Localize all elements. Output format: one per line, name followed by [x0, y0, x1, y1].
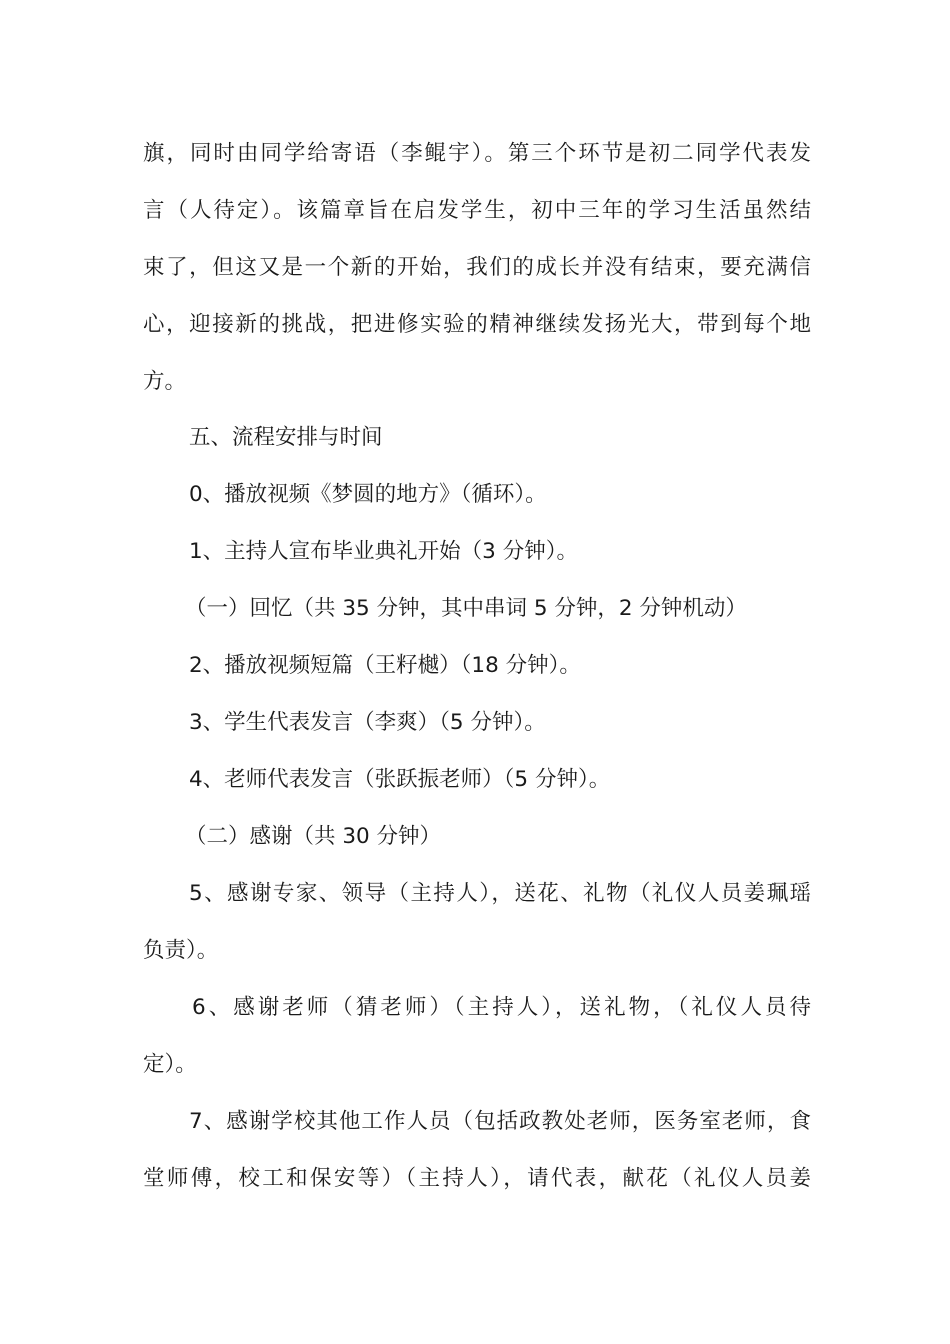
- body-line: 心，迎接新的挑战，把进修实验的精神继续发扬光大，带到每个地: [143, 312, 811, 337]
- list-item: 2、播放视频短篇（王籽樾）（18 分钟）。: [189, 653, 581, 678]
- subsection-heading: （二）感谢（共 30 分钟）: [185, 824, 442, 849]
- list-item: 0、播放视频《梦圆的地方》（循环）。: [189, 482, 547, 507]
- list-item-continuation: 堂师傅，校工和保安等）（主持人），请代表，献花（礼仪人员姜: [143, 1166, 811, 1191]
- list-item: 7、感谢学校其他工作人员（包括政教处老师，医务室老师，食: [189, 1109, 811, 1134]
- body-line: 方。: [143, 369, 187, 394]
- list-item-continuation: 定）。: [143, 1052, 197, 1077]
- list-item: 5、感谢专家、领导（主持人），送花、礼物（礼仪人员姜珮瑶: [189, 881, 811, 906]
- list-item-continuation: 负责）。: [143, 938, 219, 963]
- section-heading: 五、流程安排与时间: [189, 425, 383, 450]
- list-item: 6、感谢老师（猜老师）（主持人），送礼物，（礼仪人员待: [192, 995, 811, 1020]
- body-line: 言（人待定）。该篇章旨在启发学生，初中三年的学习生活虽然结: [143, 198, 811, 223]
- list-item: 4、老师代表发言（张跃振老师）（5 分钟）。: [189, 767, 611, 792]
- body-line: 束了，但这又是一个新的开始，我们的成长并没有结束，要充满信: [143, 255, 811, 280]
- subsection-heading: （一）回忆（共 35 分钟，其中串词 5 分钟，2 分钟机动）: [185, 596, 747, 621]
- list-item: 1、主持人宣布毕业典礼开始（3 分钟）。: [189, 539, 578, 564]
- list-item: 3、学生代表发言（李爽）（5 分钟）。: [189, 710, 546, 735]
- body-line: 旗，同时由同学给寄语（李鲲宇）。第三个环节是初二同学代表发: [143, 141, 811, 166]
